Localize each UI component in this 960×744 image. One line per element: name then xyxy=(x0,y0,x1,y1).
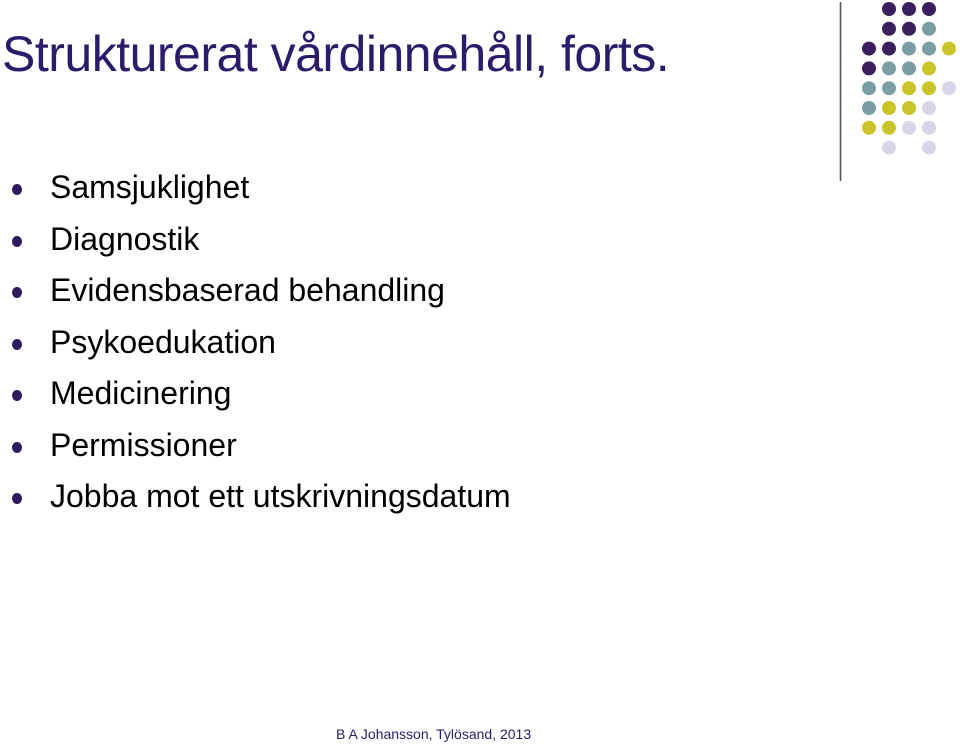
decor-dot xyxy=(882,22,896,36)
decor-dot xyxy=(922,121,936,135)
decor-dot xyxy=(922,101,936,115)
bullet-item-5 xyxy=(12,368,511,420)
decor-dot xyxy=(922,22,936,36)
decor-dot xyxy=(902,101,916,115)
decor-dot xyxy=(922,81,936,95)
bullet-text: Samsjuklighet xyxy=(50,169,250,205)
bullet-icon xyxy=(12,339,22,350)
decor-dot xyxy=(902,22,916,36)
bullet-text: Jobba mot ett utskrivningsdatum xyxy=(50,478,511,514)
bullet-item-2 xyxy=(12,214,511,266)
decor-dot xyxy=(922,2,936,16)
bullet-list xyxy=(12,162,511,523)
decor-dot xyxy=(862,101,876,115)
bullet-icon xyxy=(12,442,22,453)
bullet-text: Psykoedukation xyxy=(50,323,276,360)
decor-dot xyxy=(922,141,936,155)
decor-dot xyxy=(922,61,936,75)
bullet-text: Permissioner xyxy=(50,426,237,463)
decor-dot xyxy=(862,61,876,75)
bullet-icon xyxy=(12,184,22,195)
decor-dot xyxy=(902,2,916,16)
decor-dot xyxy=(922,42,936,56)
decor-dot xyxy=(862,42,876,56)
bullet-item-6 xyxy=(12,420,511,472)
bullet-icon xyxy=(12,287,22,298)
decor-dot xyxy=(942,42,956,56)
slide-title: Strukturerat vårdinnehåll, forts. xyxy=(2,26,670,82)
bullet-item-7 xyxy=(12,471,511,523)
bullet-text: Evidensbaserad behandling xyxy=(50,272,445,308)
footer-credit: B A Johansson, Tylösand, 2013 xyxy=(336,726,532,742)
bullet-icon xyxy=(12,493,22,504)
decor-dot xyxy=(862,121,876,135)
bullet-icon xyxy=(12,390,22,401)
decor-dot xyxy=(902,61,916,75)
decor-dot xyxy=(882,81,896,95)
bullet-item-1 xyxy=(12,162,511,214)
decor-dot xyxy=(902,81,916,95)
bullet-item-3 xyxy=(12,265,511,317)
decor-dot xyxy=(862,81,876,95)
bullet-icon xyxy=(12,236,22,247)
decor-dot xyxy=(942,81,956,95)
bullet-text: Medicinering xyxy=(50,375,232,411)
decor-dot xyxy=(882,61,896,75)
decor-dot xyxy=(882,101,896,115)
decor-dot xyxy=(902,121,916,135)
bullet-text: Diagnostik xyxy=(50,220,200,257)
decor-dot xyxy=(882,141,896,155)
decor-dot xyxy=(882,42,896,56)
decor-dot xyxy=(882,121,896,135)
decor-dot xyxy=(882,2,896,16)
bullet-item-4 xyxy=(12,317,511,369)
decor-dot xyxy=(902,42,916,56)
